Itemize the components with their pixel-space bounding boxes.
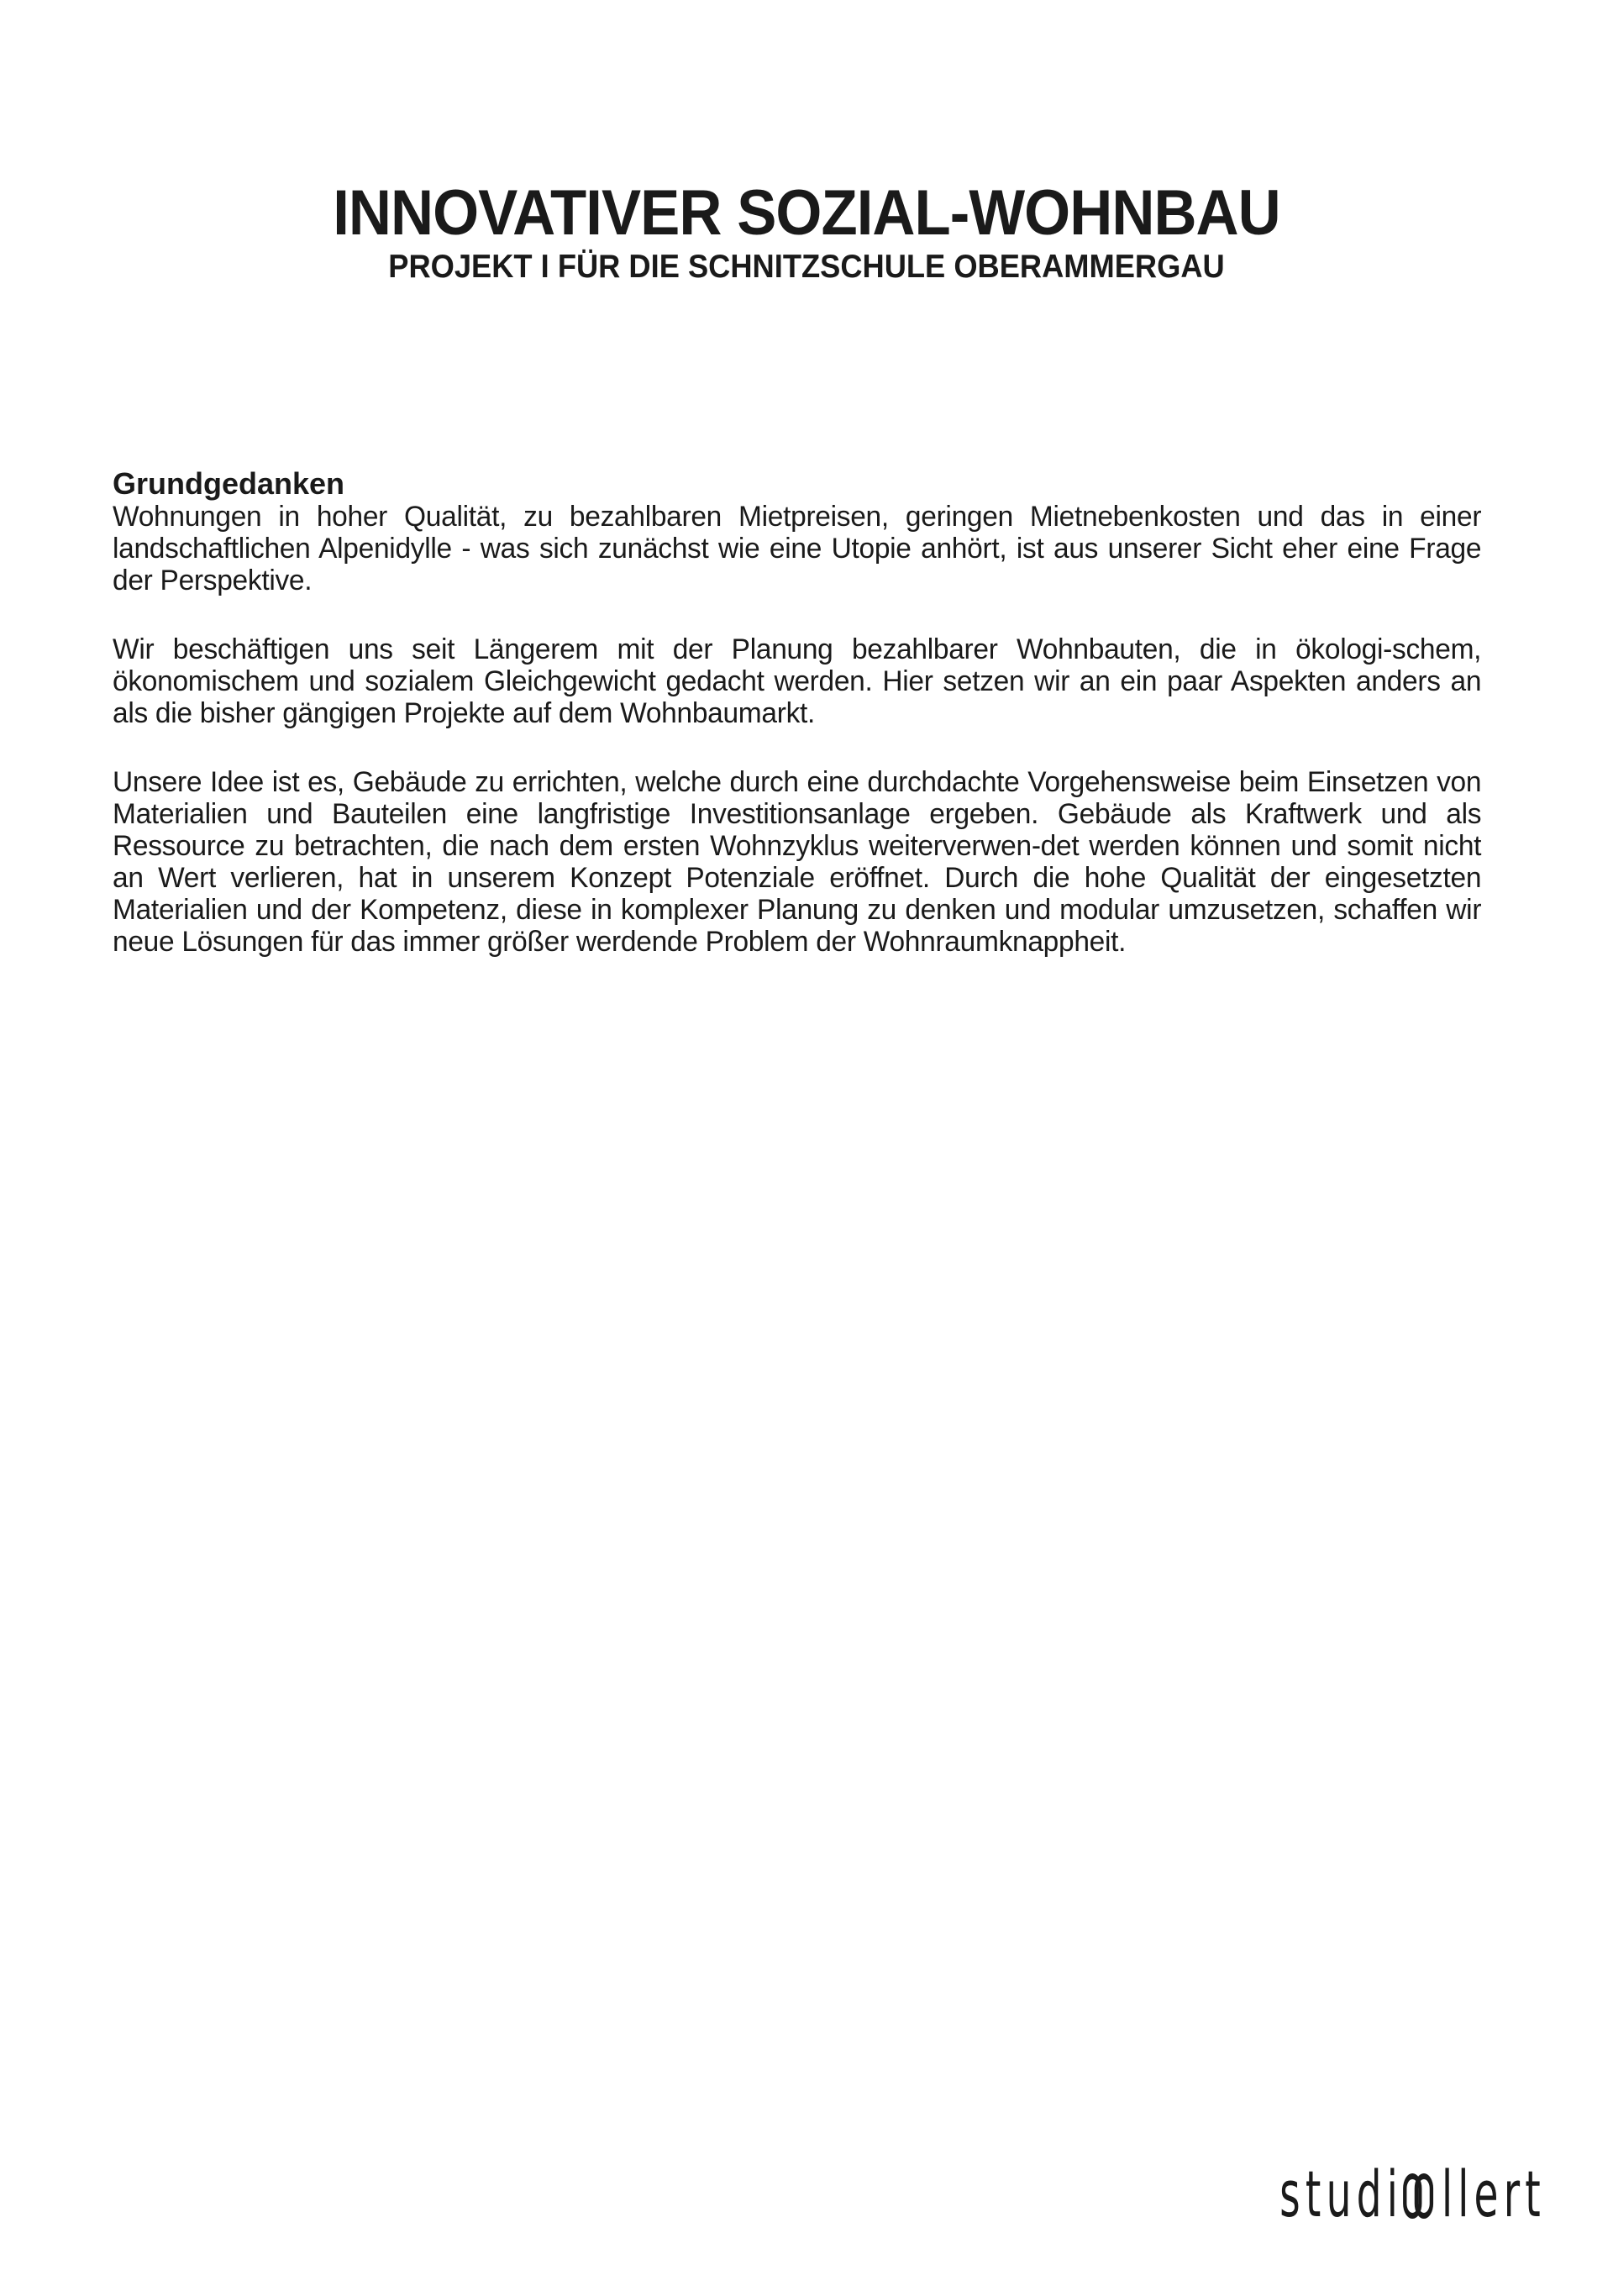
document-subtitle: PROJEKT I FÜR DIE SCHNITZSCHULE OBERAMMERGAU <box>388 249 1225 285</box>
logo-prefix: studi <box>1279 2157 1404 2231</box>
logo-suffix: llert <box>1441 2157 1546 2231</box>
studio-logo <box>1210 2157 1546 2231</box>
paragraph-planning: Wir beschäftigen uns seit Längerem mit der Planung bezahlbarer Wohnbauten, die in ökologi-schem, ökonomischem und sozialem Gleichgewicht gedacht werden. Hier setzen wir an ein paar Aspekten anders an als die bisher gängigen Projekte auf dem Wohnbaumarkt. <box>113 633 1482 729</box>
paragraph-idea: Unsere Idee ist es, Gebäude zu errichten, welche durch eine durchdachte Vorgehensweise beim Einsetzen von Materialien und Bauteilen eine langfristige Investitionsanlage ergeben. Gebäude als Kraftwerk und als Ressource zu betrachten, die nach dem ersten Wohnzyklus weiterverwen-det werden können und somit nicht an Wert verlieren, hat in unserem Konzept Potenziale eröffnet. Durch die hohe Qualität der eingesetzten Materialien und der Kompetenz, diese in komplexer Planung zu denken und modular umzusetzen, schaffen wir neue Lösungen für das immer größer werdende Problem der Wohnraumknappheit. <box>113 766 1482 958</box>
section-heading: Grundgedanken <box>113 466 345 501</box>
section-grundgedanken <box>113 467 1502 995</box>
document-title: INNOVATIVER SOZIAL-WOHNBAU <box>333 177 1280 249</box>
logo-wordmark <box>1279 2157 1546 2231</box>
interlocked-rings-icon <box>1403 2173 1437 2222</box>
page-header <box>0 178 1613 286</box>
paragraph-intro: Wohnungen in hoher Qualität, zu bezahlbaren Mietpreisen, geringen Mietnebenkosten und das in einer landschaftlichen Alpenidylle - was sich zunächst wie eine Utopie anhört, ist aus unserer Sicht eher eine Frage der Perspektive. <box>113 501 1482 596</box>
